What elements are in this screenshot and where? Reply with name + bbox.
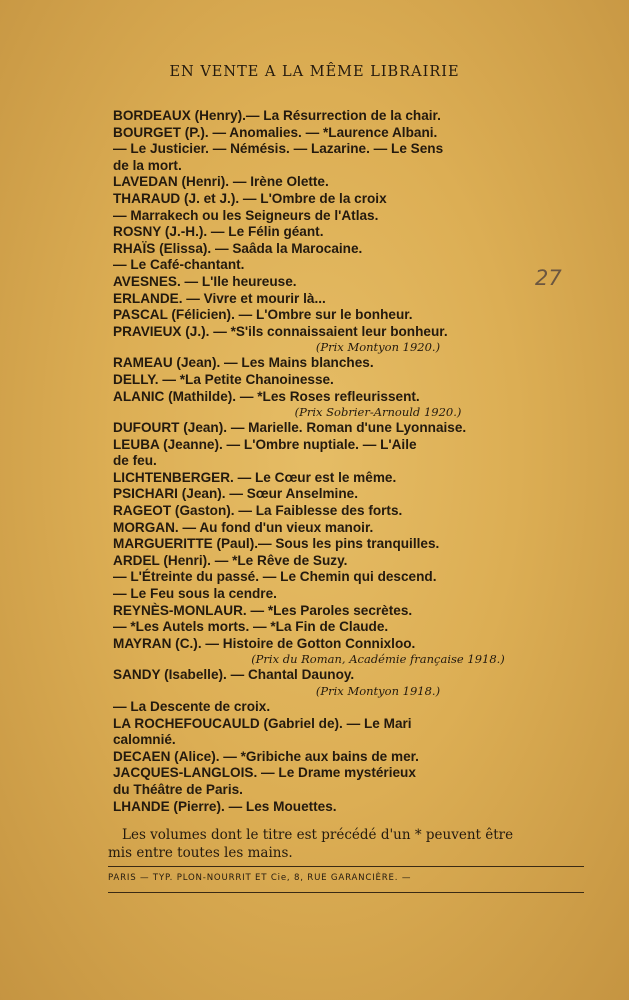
book-entry-line: LEUBA (Jeanne). — L'Ombre nuptiale. — L'Aile [113,436,417,452]
book-entry-line: MARGUERITTE (Paul).— Sous les pins tranquilles. [113,536,440,552]
footnote-line-2: mis entre toutes les mains. [108,845,293,861]
book-entry-line: ALANIC (Mathilde). — *Les Roses refleurissent. [113,388,420,404]
book-entry-line: de la mort. [113,157,182,173]
book-entry-line: LAVEDAN (Henri). — Irène Olette. [113,174,329,190]
book-entry-line: du Théâtre de Paris. [113,781,243,797]
book-entry-line: PRAVIEUX (J.). — *S'ils connaissaient leur bonheur. [113,323,448,339]
book-entry-line: de feu. [113,453,157,469]
book-entry-line: SANDY (Isabelle). — Chantal Daunoy. [113,667,355,683]
book-entry [113,241,583,274]
book-entry-line: LA ROCHEFOUCAULD (Gabriel de). — Le Mari [113,715,412,731]
book-entry [113,799,583,816]
book-entry-line: — Le Justicier. — Némésis. — Lazarine. — Le Sens [113,141,444,157]
pencil-mark: 27 [535,266,562,290]
book-entry-line: ERLANDE. — Vivre et mourir là... [113,290,326,306]
book-entry-line: RAGEOT (Gaston). — La Faiblesse des forts. [113,503,403,519]
book-entry [113,174,583,191]
book-entry [113,355,583,372]
book-entry [113,437,583,470]
book-entry [113,699,583,716]
book-entry-line: — Le Feu sous la cendre. [113,586,277,602]
book-entry [113,372,583,389]
book-entry-line: LHANDE (Pierre). — Les Mouettes. [113,798,337,814]
book-entry [113,125,583,175]
book-entry-line: LICHTENBERGER. — Le Cœur est le même. [113,469,397,485]
book-entry-line: PSICHARI (Jean). — Sœur Anselmine. [113,486,358,502]
book-entry [113,420,583,437]
book-entry [113,503,583,520]
book-entry [113,553,583,603]
book-entry-line: MORGAN. — Au fond d'un vieux manoir. [113,519,374,535]
book-entry-line: ROSNY (J.-H.). — Le Félin géant. [113,224,324,240]
prize-note: (Prix Sobrier-Arnould 1920.) [294,405,462,420]
book-entry [113,307,583,324]
imprint-rule-top [108,866,584,867]
footnote-line-1: Les volumes dont le titre est précédé d'un * peuvent être [122,827,514,843]
book-entry-line: THARAUD (J. et J.). — L'Ombre de la croix [113,190,387,206]
book-entry-line: PASCAL (Félicien). — L'Ombre sur le bonheur. [113,307,413,323]
book-entry-line: — L'Étreinte du passé. — Le Chemin qui descend. [113,569,437,585]
prize-note: (Prix du Roman, Académie française 1918.) [251,652,505,667]
book-entry [113,765,583,798]
book-entry [113,749,583,766]
page-heading: EN VENTE A LA MÊME LIBRAIRIE [169,64,460,80]
book-entry-line: — Le Café-chantant. [113,257,245,273]
printer-imprint: PARIS — TYP. PLON-NOURRIT ET Cie, 8, RUE GARANCIÈRE. — [108,873,412,883]
book-entry [113,716,583,749]
book-entry [113,191,583,224]
book-entry [113,291,583,308]
book-entry [113,636,583,668]
book-entry-line: JACQUES-LANGLOIS. — Le Drame mystérieux [113,765,416,781]
book-entry [113,324,583,356]
book-entry-line: AVESNES. — L'Ile heureuse. [113,273,297,289]
prize-note: (Prix Montyon 1920.) [315,340,441,355]
book-entry-line: DELLY. — *La Petite Chanoinesse. [113,371,334,387]
book-entry [113,470,583,487]
book-entry-line: BORDEAUX (Henry).— La Résurrection de la chair. [113,108,441,123]
book-entry-line: RAMEAU (Jean). — Les Mains blanches. [113,355,374,371]
book-entry-line: — La Descente de croix. [113,699,271,714]
book-entry [113,389,583,421]
book-entry [113,274,583,291]
book-entry-line: — *Les Autels morts. — *La Fin de Claude. [113,619,389,635]
book-entry [113,224,583,241]
book-entry-line: calomnié. [113,732,176,748]
book-entry-line: REYNÈS-MONLAUR. — *Les Paroles secrètes. [113,602,413,618]
imprint-rule-bottom [108,892,584,893]
book-entry [113,667,583,699]
prize-note: (Prix Montyon 1918.) [315,684,441,698]
book-entry [113,486,583,503]
book-entry-line: RHAÏS (Elissa). — Saâda la Marocaine. [113,240,363,256]
book-entry-line: DECAEN (Alice). — *Gribiche aux bains de mer. [113,748,419,764]
book-list [113,108,583,815]
book-entry [113,108,583,125]
book-entry-line: DUFOURT (Jean). — Marielle. Roman d'une Lyonnaise. [113,420,467,436]
book-entry-line: BOURGET (P.). — Anomalies. — *Laurence Albani. [113,124,438,140]
book-entry [113,536,583,553]
book-entry [113,603,583,636]
book-entry [113,520,583,537]
footnote [108,826,583,862]
book-entry-line: MAYRAN (C.). — Histoire de Gotton Connixloo. [113,635,416,651]
book-entry-line: ARDEL (Henri). — *Le Rêve de Suzy. [113,552,348,568]
book-entry-line: — Marrakech ou les Seigneurs de l'Atlas. [113,207,379,223]
